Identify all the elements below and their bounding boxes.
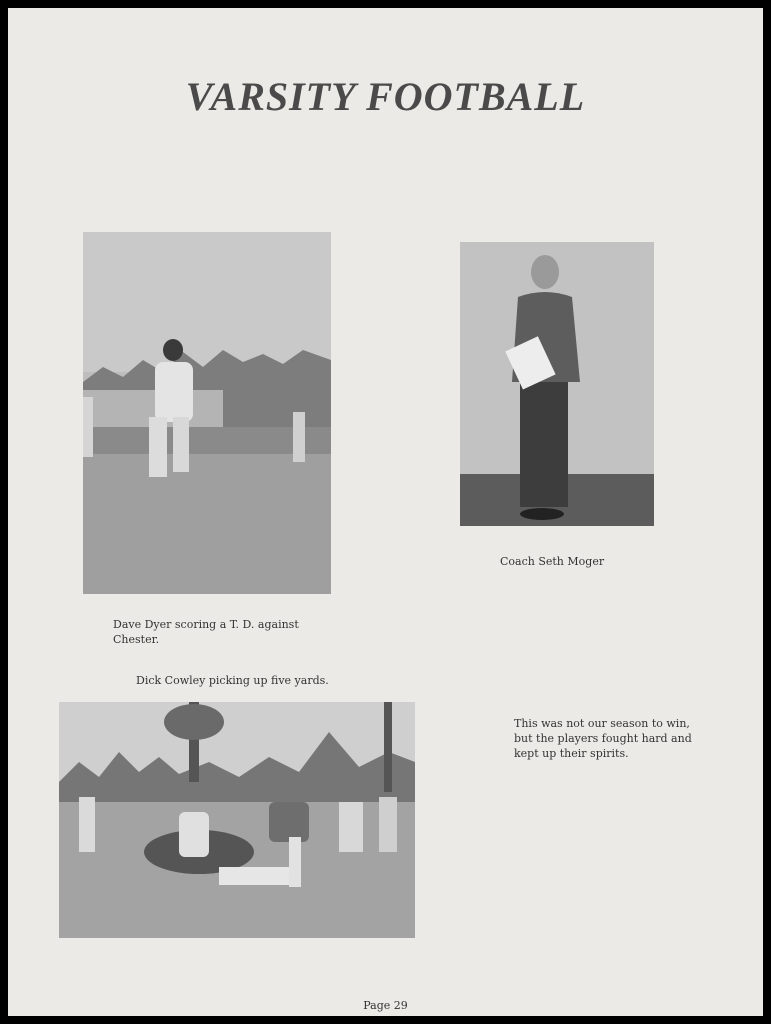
summary-line3: kept up their spirits.: [514, 747, 629, 760]
summary-line1: This was not our season to win,: [514, 717, 690, 730]
dyer-caption: [113, 617, 333, 647]
cowley-photo: [59, 702, 415, 938]
cowley-caption: Dick Cowley picking up five yards.: [136, 674, 329, 687]
dyer-photo: [83, 232, 331, 594]
coach-caption: Coach Seth Moger: [500, 555, 605, 568]
yearbook-page: [8, 8, 763, 1016]
page-title: VARSITY FOOTBALL: [185, 74, 586, 119]
coach-photo: [460, 242, 654, 526]
dyer-caption-line1: Dave Dyer scoring a T. D. against: [113, 618, 299, 631]
season-summary: [514, 716, 714, 761]
dyer-caption-line2: Chester.: [113, 633, 160, 646]
summary-line2: but the players fought hard and: [514, 732, 692, 745]
page-number: Page 29: [363, 999, 408, 1012]
